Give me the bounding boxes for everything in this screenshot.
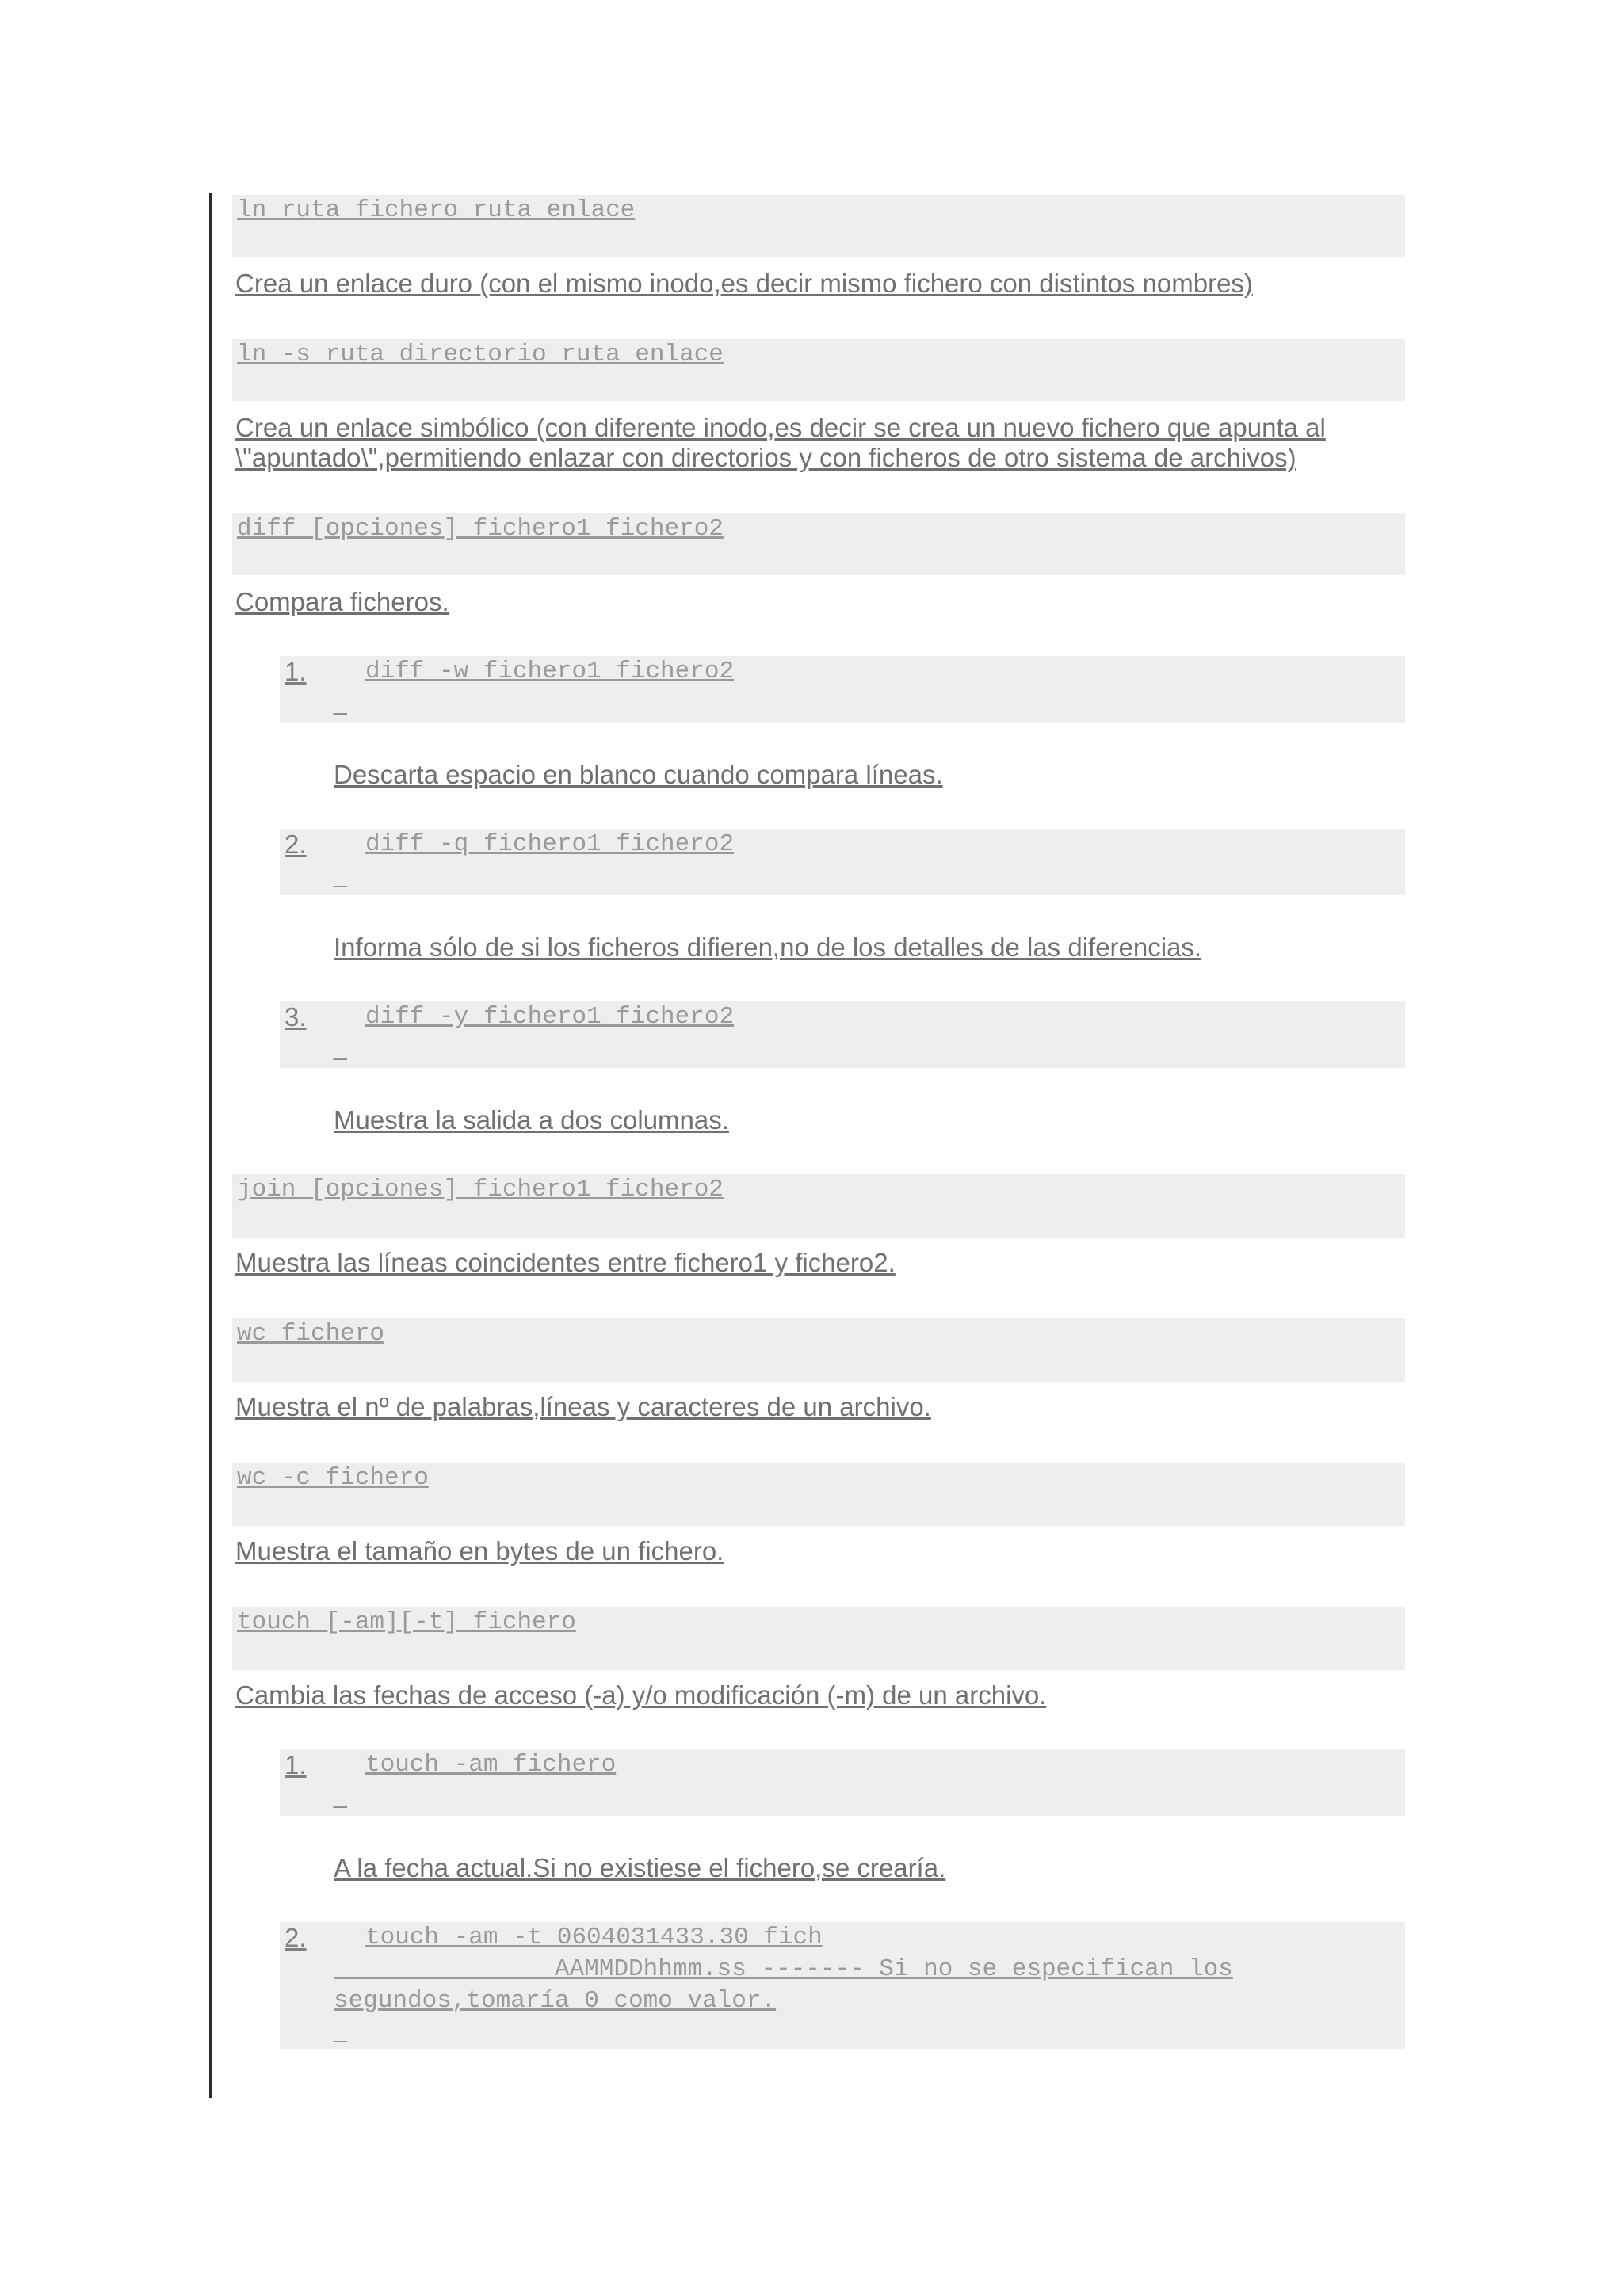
list-number: 1.	[285, 657, 307, 686]
code-block-ln	[232, 195, 1405, 257]
blank-mark: _	[334, 2017, 347, 2043]
blank-mark: _	[334, 689, 347, 715]
description-ln-s-line1: Crea un enlace simbólico (con diferente inodo,es decir se crea un nuevo fichero que apunta al	[235, 413, 1326, 442]
blank-mark: _	[334, 1035, 347, 1061]
code-block-join	[232, 1174, 1405, 1238]
blank-mark: _	[334, 1783, 347, 1809]
description-wc-c: Muestra el tamaño en bytes de un fichero.	[235, 1536, 724, 1566]
code-block-wc-c	[232, 1463, 1405, 1526]
description-join: Muestra las líneas coincidentes entre fichero1 y fichero2.	[235, 1248, 896, 1277]
code-text-line2: AAMMDDhhmm.ss ------- Si no se especifican los	[334, 1955, 1233, 1983]
code-text: join [opciones] fichero1 fichero2	[237, 1176, 724, 1203]
code-text-line1: touch -am -t 0604031433.30 fich	[365, 1924, 823, 1951]
code-block-touch-am-t	[280, 1922, 1405, 2049]
list-number: 3.	[285, 1002, 307, 1032]
code-text: diff [opciones] fichero1 fichero2	[237, 515, 724, 543]
description-diff-q: Informa sólo de si los ficheros difieren,no de los detalles de las diferencias.	[334, 933, 1202, 962]
code-text: touch [-am][-t] fichero	[237, 1608, 576, 1636]
code-text: diff -q fichero1 fichero2	[365, 830, 735, 858]
code-block-wc	[232, 1318, 1405, 1382]
description-touch: Cambia las fechas de acceso (-a) y/o modificación (-m) de un archivo.	[235, 1680, 1047, 1710]
code-block-ln-s	[232, 339, 1405, 401]
code-text: wc -c fichero	[237, 1464, 429, 1492]
description-ln: Crea un enlace duro (con el mismo inodo,es decir mismo fichero con distintos nombres)	[235, 269, 1253, 298]
code-block-touch-am	[280, 1749, 1405, 1816]
code-block-touch	[232, 1607, 1405, 1670]
code-text: touch -am fichero	[365, 1751, 617, 1779]
code-block-diff-w	[280, 656, 1405, 723]
code-text: diff -y fichero1 fichero2	[365, 1003, 735, 1031]
description-touch-am: A la fecha actual.Si no existiese el fichero,se crearía.	[334, 1853, 946, 1882]
code-block-diff-y	[280, 1001, 1405, 1068]
description-wc: Muestra el nº de palabras,líneas y caracteres de un archivo.	[235, 1392, 931, 1421]
document-page	[209, 193, 1416, 2098]
code-text-line3: segundos,tomaría 0 como valor.	[334, 1987, 777, 2015]
description-diff: Compara ficheros.	[235, 587, 449, 616]
list-number: 1.	[285, 1750, 307, 1779]
list-number: 2.	[285, 1923, 307, 1952]
code-text: diff -w fichero1 fichero2	[365, 658, 735, 685]
description-diff-w: Descarta espacio en blanco cuando compara líneas.	[334, 760, 943, 789]
description-ln-s-line2: \"apuntado\",permitiendo enlazar con directorios y con ficheros de otro sistema de archivos)	[235, 443, 1296, 472]
code-block-diff-q	[280, 829, 1405, 895]
code-text: ln -s ruta directorio ruta enlace	[237, 341, 724, 368]
code-text: ln ruta fichero ruta enlace	[237, 196, 636, 224]
code-text: wc fichero	[237, 1320, 385, 1348]
description-diff-y: Muestra la salida a dos columnas.	[334, 1105, 729, 1135]
list-number: 2.	[285, 830, 307, 859]
blank-mark: _	[334, 862, 347, 888]
code-block-diff	[232, 513, 1405, 575]
